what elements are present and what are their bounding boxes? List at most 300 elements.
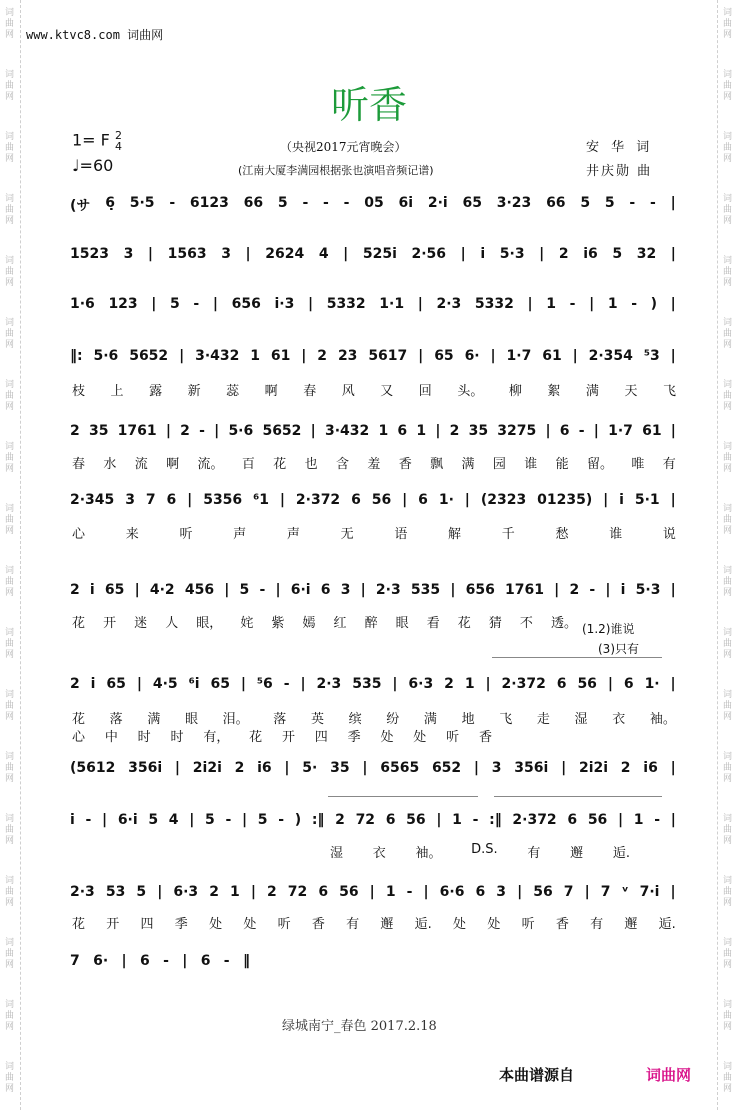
notation-token: |	[360, 582, 366, 598]
notation-token: 嫣	[302, 616, 316, 631]
notation-token: 525i	[362, 246, 397, 262]
side-watermark-glyph: 曲	[5, 267, 15, 277]
lyricist-credit: 安 华 词	[586, 140, 654, 155]
notation-token: 6	[559, 423, 570, 439]
side-watermark-glyph: 曲	[723, 577, 733, 587]
notation-row	[70, 884, 676, 900]
notation-token: 邂	[380, 917, 394, 932]
notation-token: 5·3	[635, 582, 661, 598]
notation-token: 2·372	[501, 676, 546, 692]
notation-token: |	[392, 676, 398, 692]
notation-token: 四	[140, 917, 154, 932]
notation-token: 3	[125, 492, 135, 508]
side-watermark-glyph: 网	[723, 278, 733, 288]
notation-token: 季	[347, 730, 361, 745]
notation-token: 解	[448, 527, 462, 542]
notation-token: 又	[380, 384, 394, 399]
side-watermark-glyph: 曲	[5, 887, 15, 897]
lyric-line	[72, 612, 577, 631]
notation-token: 5·6	[93, 348, 119, 364]
side-watermark-glyph: 词	[5, 504, 15, 514]
notation-token: |	[134, 582, 140, 598]
side-watermark-glyph: 曲	[723, 1073, 733, 1083]
notation-token: 处	[209, 917, 223, 932]
side-watermark-glyph: 曲	[5, 701, 15, 711]
notation-token: 湿	[330, 846, 344, 861]
lyric-line	[72, 913, 676, 932]
notation-token: -	[472, 812, 479, 828]
notation-token: |	[250, 884, 256, 900]
side-watermark-glyph: 词	[723, 256, 733, 266]
notation-token: 2	[335, 812, 345, 828]
notation-token: -	[169, 195, 176, 211]
notation-token: 5	[148, 812, 159, 828]
notation-row	[70, 953, 250, 969]
notation-token: -	[278, 812, 285, 828]
notation-token: |	[464, 492, 470, 508]
notation-token: 开	[103, 616, 117, 631]
side-watermark-glyph: 网	[723, 588, 733, 598]
side-watermark-glyph: 曲	[5, 825, 15, 835]
notation-token: 6	[318, 884, 329, 900]
notation-token: |	[301, 348, 307, 364]
notation-token: i	[619, 492, 624, 508]
notation-token: |	[182, 953, 188, 969]
notation-token: 1·	[644, 676, 660, 692]
notation-token: 6·	[93, 953, 109, 969]
site-watermark: www.ktvc8.com 词曲网	[26, 28, 164, 42]
subtitle-transcriber: (江南大厦李满园根据张也演唱音频记谱)	[238, 164, 434, 177]
side-watermark-glyph: 词	[723, 876, 733, 886]
notation-token: |	[670, 423, 676, 439]
notation-token: |	[670, 812, 676, 828]
notation-token: -	[649, 195, 656, 211]
side-watermark-glyph: 曲	[723, 515, 733, 525]
notation-token: |	[617, 812, 624, 828]
lyric-line	[72, 726, 492, 745]
notation-token: 5·6	[228, 423, 254, 439]
notation-token: 2·3	[70, 884, 95, 900]
notation-token: 5·1	[634, 492, 660, 508]
notation-token: 袖。	[649, 712, 676, 727]
notation-token: ⁵3	[643, 348, 660, 364]
side-watermark-glyph: 词	[723, 938, 733, 948]
side-watermark-glyph: 词	[5, 380, 15, 390]
side-watermark-glyph: 网	[5, 1022, 15, 1032]
notation-token: 水	[103, 457, 117, 472]
notation-row	[70, 760, 676, 776]
side-watermark-glyph: 网	[723, 526, 733, 536]
key-signature	[72, 130, 122, 152]
notation-token: 千	[501, 527, 515, 542]
notation-token: |	[460, 246, 466, 262]
notation-token: 35	[468, 423, 489, 439]
notation-token: i	[620, 582, 626, 598]
side-watermark-glyph: 曲	[5, 949, 15, 959]
notation-token: 紫	[271, 616, 285, 631]
side-watermark-glyph: 词	[723, 690, 733, 700]
notation-token: 有，	[203, 730, 230, 745]
notation-token: 1	[546, 296, 557, 312]
notation-token: 纷	[386, 712, 400, 727]
notation-token: 逅.	[414, 917, 432, 932]
time-top: 2	[114, 129, 122, 142]
side-watermark-glyph: 网	[723, 30, 733, 40]
notation-token: 5·3	[499, 246, 525, 262]
notation-token: 2·3	[436, 296, 462, 312]
notation-token: -	[578, 423, 585, 439]
notation-row	[70, 348, 676, 364]
notation-token: 2	[266, 884, 277, 900]
side-watermark-glyph: 词	[5, 938, 15, 948]
notation-token: 啊	[264, 384, 278, 399]
notation-token: -	[163, 953, 169, 969]
notation-token: 6	[200, 953, 211, 969]
notation-token: 1523	[70, 246, 109, 262]
notation-token: 心	[72, 527, 86, 542]
notation-token: |	[245, 246, 251, 262]
side-watermark-glyph: 曲	[723, 1011, 733, 1021]
notation-token: 听	[446, 730, 460, 745]
notation-token: 季	[174, 917, 188, 932]
notation-token: 中	[104, 730, 118, 745]
notation-token: 眼	[184, 712, 198, 727]
notation-token: i	[90, 676, 96, 692]
notation-token: |	[279, 492, 285, 508]
side-watermark-glyph: 曲	[723, 391, 733, 401]
notation-token: |	[179, 348, 185, 364]
notation-row	[70, 492, 676, 508]
notation-token: 头。	[457, 384, 484, 399]
notation-token: |	[189, 812, 195, 828]
notation-token: 看	[426, 616, 440, 631]
notation-token: 2·i	[427, 195, 448, 211]
notation-token: |	[362, 760, 368, 776]
notation-token: (2323	[480, 492, 527, 508]
side-watermark-glyph: 词	[5, 628, 15, 638]
notation-token: |	[307, 296, 314, 312]
notation-token: -	[654, 812, 661, 828]
notation-token: 56	[371, 492, 392, 508]
notation-token: |	[147, 246, 154, 262]
notation-token: 1	[385, 884, 396, 900]
right-margin-watermark	[717, 0, 738, 1110]
notation-token: 6·i	[290, 582, 311, 598]
notation-token: |	[605, 582, 611, 598]
notation-row	[70, 676, 676, 692]
side-watermark-glyph: 词	[723, 1000, 733, 1010]
notation-token: 1·6	[70, 296, 95, 312]
side-watermark-glyph: 词	[723, 70, 733, 80]
notation-token: 2	[70, 582, 80, 598]
notation-token: 地	[461, 712, 475, 727]
side-watermark-glyph: 曲	[723, 763, 733, 773]
notation-token: 有	[527, 846, 541, 861]
notation-token: 姹	[240, 616, 254, 631]
notation-token: |	[275, 582, 281, 598]
lyric-line	[72, 708, 676, 727]
notation-token: |	[670, 884, 676, 900]
notation-token: 邂	[570, 846, 584, 861]
notation-token: 留。	[587, 457, 614, 472]
notation-token: 3·432	[324, 423, 370, 439]
side-watermark-glyph: 词	[723, 628, 733, 638]
notation-token: 眼	[395, 616, 409, 631]
side-watermark-glyph: 网	[723, 774, 733, 784]
side-watermark-glyph: 网	[723, 1022, 733, 1032]
notation-token: 65	[462, 195, 482, 211]
notation-token: 1761	[505, 582, 544, 598]
notation-token: 香	[311, 917, 325, 932]
side-watermark-glyph: 网	[5, 774, 15, 784]
lyric-line	[72, 453, 676, 472]
side-watermark-glyph: 词	[723, 8, 733, 18]
notation-token: 652	[431, 760, 462, 776]
side-watermark-glyph: 曲	[5, 1073, 15, 1083]
notation-token: -	[259, 582, 266, 598]
notation-row	[70, 582, 676, 598]
notation-token: 5	[257, 812, 268, 828]
notation-token: 花	[249, 730, 263, 745]
notation-token: 满	[585, 384, 599, 399]
notation-token: |	[151, 296, 157, 312]
notation-token: 也	[304, 457, 318, 472]
notation-token: 花	[72, 917, 86, 932]
notation-token: 5	[136, 884, 147, 900]
side-watermark-glyph: 网	[723, 650, 733, 660]
side-watermark-glyph: 网	[5, 216, 15, 226]
side-watermark-glyph: 曲	[5, 515, 15, 525]
notation-token: 3	[340, 582, 351, 598]
side-watermark-glyph: 词	[5, 752, 15, 762]
notation-token: i·3	[274, 296, 295, 312]
side-watermark-glyph: 曲	[5, 577, 15, 587]
notation-token: |	[187, 492, 193, 508]
side-watermark-glyph: 网	[723, 154, 733, 164]
lyric-line	[72, 380, 676, 399]
notation-token: 2	[558, 246, 569, 262]
notation-token: 356i	[514, 760, 549, 776]
notation-token: 2	[70, 423, 80, 439]
side-watermark-glyph: 曲	[723, 19, 733, 29]
side-watermark-glyph: 曲	[723, 639, 733, 649]
notation-token: |	[670, 348, 676, 364]
side-watermark-glyph: 网	[5, 402, 15, 412]
notation-token: 6i	[398, 195, 414, 211]
notation-token: -	[406, 884, 413, 900]
notation-token: 5	[612, 246, 623, 262]
notation-token: 66	[546, 195, 566, 211]
notation-token: |	[214, 423, 220, 439]
volta-bracket-1	[492, 657, 662, 658]
notation-token: 656	[231, 296, 261, 312]
notation-token: 2	[234, 760, 245, 776]
side-watermark-glyph: 词	[723, 566, 733, 576]
notation-token: 2	[569, 582, 580, 598]
notation-token: 2	[444, 676, 454, 692]
side-watermark-glyph: 词	[5, 876, 15, 886]
notation-token: 时	[170, 730, 184, 745]
notation-token: 65	[434, 348, 454, 364]
notation-token: ‖	[242, 953, 250, 969]
notation-token: ᵛ	[621, 884, 629, 900]
notation-token: 6565	[380, 760, 420, 776]
notation-token: 人	[165, 616, 179, 631]
notation-token: 6	[623, 676, 634, 692]
notation-token: 23	[337, 348, 358, 364]
notation-token: 露	[149, 384, 163, 399]
notation-token: 5	[239, 582, 250, 598]
notation-token: 5332	[474, 296, 514, 312]
side-watermark-glyph: 曲	[723, 701, 733, 711]
notation-token: 2·354	[588, 348, 633, 364]
notation-token: 湿	[574, 712, 588, 727]
notation-token: 3	[496, 884, 507, 900]
notation-token: 7	[145, 492, 156, 508]
notation-token: 天	[624, 384, 638, 399]
notation-token: 听	[277, 917, 291, 932]
side-watermark-glyph: 曲	[5, 205, 15, 215]
notation-token: 66	[243, 195, 264, 211]
notation-token: 能	[555, 457, 569, 472]
notation-token: 6	[385, 812, 396, 828]
notation-token: 2	[180, 423, 190, 439]
side-watermark-glyph: 网	[5, 712, 15, 722]
notation-token: 61	[270, 348, 291, 364]
side-watermark-glyph: 网	[723, 402, 733, 412]
notation-token: 6	[567, 812, 578, 828]
notation-token: 05	[364, 195, 384, 211]
lyric-line	[330, 842, 630, 861]
side-watermark-glyph: 词	[5, 256, 15, 266]
side-watermark-glyph: 曲	[5, 19, 15, 29]
notation-token: 56	[406, 812, 426, 828]
notation-token: |	[417, 296, 423, 312]
notation-token: |	[584, 884, 590, 900]
notation-token: 2i2i	[578, 760, 609, 776]
notation-token: )	[650, 296, 658, 312]
notation-token: |	[485, 676, 491, 692]
transcriber-signature: 绿城南宁_春色 2017.2.18	[282, 1019, 437, 1034]
notation-token: |	[121, 953, 127, 969]
notation-token: |	[174, 760, 181, 776]
notation-token: 絮	[547, 384, 561, 399]
side-watermark-glyph: 网	[723, 464, 733, 474]
notation-token: 花	[72, 616, 86, 631]
notation-token: 飘	[430, 457, 444, 472]
notation-token: 5356	[203, 492, 243, 508]
side-watermark-glyph: 词	[5, 8, 15, 18]
notation-token: |	[670, 760, 676, 776]
side-watermark-glyph: 词	[5, 566, 15, 576]
notation-token: 1563	[167, 246, 207, 262]
notation-token: 缤	[348, 712, 362, 727]
notation-token: |	[473, 760, 480, 776]
notation-token: 袖。	[415, 846, 442, 861]
notation-token: 含	[336, 457, 350, 472]
notation-token: |	[165, 423, 171, 439]
notation-token: 6	[556, 676, 567, 692]
volta-bracket-2	[328, 796, 478, 797]
notation-token: 4	[318, 246, 329, 262]
notation-token: 3·23	[496, 195, 532, 211]
notation-token: 开	[281, 730, 295, 745]
notation-token: 01235)	[537, 492, 593, 508]
side-watermark-glyph: 曲	[723, 949, 733, 959]
notation-token: 说	[662, 527, 676, 542]
notation-token: 听	[521, 917, 535, 932]
notation-token: 啊	[166, 457, 180, 472]
notation-token: 谁	[609, 527, 623, 542]
notation-token: |	[436, 812, 442, 828]
verse-note-3: (3)只有	[598, 642, 639, 656]
notation-token: 72	[287, 884, 308, 900]
notation-token: 流	[134, 457, 148, 472]
notation-token: 6	[397, 423, 408, 439]
notation-token: 5	[604, 195, 615, 211]
side-watermark-glyph: 曲	[5, 763, 15, 773]
notation-token: 春	[303, 384, 317, 399]
side-watermark-glyph: 曲	[723, 453, 733, 463]
notation-token: |	[670, 492, 676, 508]
notation-token: 满	[423, 712, 437, 727]
notation-token: 4	[168, 812, 179, 828]
side-watermark-glyph: 网	[5, 92, 15, 102]
notation-token: 处	[453, 917, 467, 932]
side-watermark-glyph: 词	[723, 318, 733, 328]
notation-token: 花	[273, 457, 287, 472]
notation-token: |	[490, 348, 496, 364]
source-name: 词曲网	[646, 1066, 692, 1084]
notation-token: 32	[636, 246, 657, 262]
notation-token: 1	[230, 884, 240, 900]
notation-token: |	[240, 676, 246, 692]
notation-token: 香	[398, 457, 412, 472]
side-watermark-glyph: 网	[5, 340, 15, 350]
notation-token: i	[89, 582, 95, 598]
notation-token: |	[343, 246, 349, 262]
notation-token: 走	[536, 712, 550, 727]
notation-token: 处	[380, 730, 394, 745]
notation-token: 2·372	[512, 812, 557, 828]
notation-token: 2·345	[70, 492, 115, 508]
notation-token: 落	[109, 712, 123, 727]
side-watermark-glyph: 词	[723, 380, 733, 390]
notation-token: 1	[378, 423, 389, 439]
notation-token: 535	[410, 582, 441, 598]
volta-bracket-3	[494, 796, 662, 797]
notation-token: 5617	[368, 348, 408, 364]
notation-token: 蕊	[226, 384, 240, 399]
notation-token: 2	[620, 760, 631, 776]
notation-token: |	[561, 760, 567, 776]
notation-token: ⁵6	[256, 676, 273, 692]
notation-token: -	[631, 296, 638, 312]
side-watermark-glyph: 词	[723, 194, 733, 204]
notation-token: 65	[104, 582, 125, 598]
notation-token: 6123	[189, 195, 229, 211]
notation-token: 春	[72, 457, 86, 472]
notation-token: 5652	[129, 348, 169, 364]
notation-token: |	[402, 492, 408, 508]
notation-token: 61	[542, 348, 562, 364]
side-watermark-glyph: 曲	[723, 887, 733, 897]
notation-token: 猜	[488, 616, 502, 631]
side-watermark-glyph: 曲	[723, 825, 733, 835]
notation-token: 123	[108, 296, 138, 312]
notation-token: |	[136, 676, 142, 692]
notation-token: |	[212, 296, 218, 312]
